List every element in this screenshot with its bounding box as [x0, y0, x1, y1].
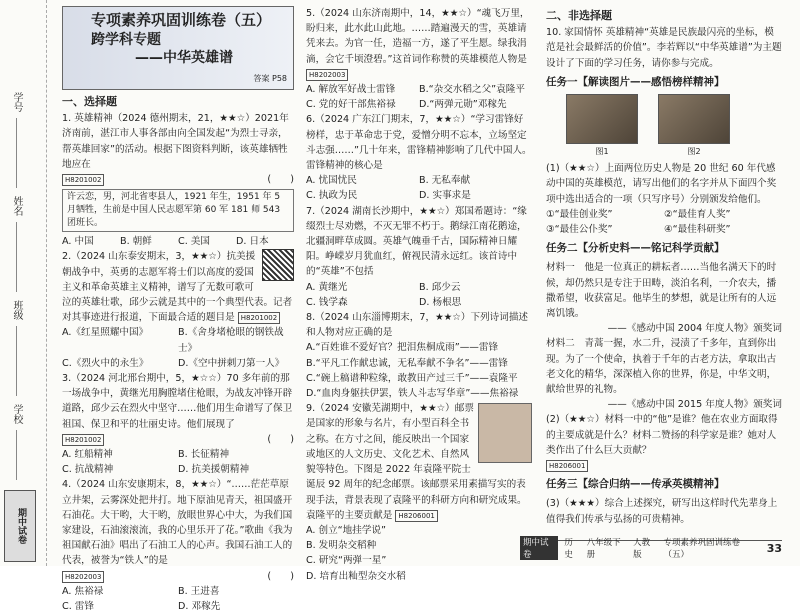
material-2-source: ——《感动中国 2015 年度人物》颁奖词	[607, 399, 782, 411]
answer-blank[interactable]: ( )	[267, 433, 294, 445]
option[interactable]: A. 焦裕禄	[62, 585, 104, 597]
question-2-text: 2.（2024 山东泰安期末，3，★★☆）抗美援朝战争中，英勇的志愿军将士们以高度的爱国主义和革命英雄主义精神，谱写了无数可歌可泣的英雄壮歌，邱少云就是其中的一个典型代表。记者对其事迹进行报道，下面最合适的题目是	[62, 251, 293, 324]
question-3-text: 3.（2024 河北邢台期中，5，★☆☆）70 多年前的那一场战争中，黄继光用胸膛堵住枪眼，为战友冲锋开辟道路，邱少云在烈火中坚守……他们用生命谱写了保卫祖国、保卫和平的壮丽史诗。他们展现了	[62, 373, 293, 430]
name-label: 姓名	[11, 196, 22, 216]
award-option: ①“最佳创业奖”	[546, 208, 613, 220]
question-code: H8206001	[546, 460, 588, 472]
figure-1-photo	[566, 94, 638, 144]
award-option: ②“最佳育人奖”	[664, 208, 731, 220]
option[interactable]: C. 雷锋	[62, 601, 94, 613]
footer-tag: 期中试卷	[520, 536, 558, 560]
option[interactable]: D. 抗美援朝精神	[178, 464, 250, 476]
section-non-choice: 二、非选择题	[546, 9, 612, 22]
question-code: H8201002	[238, 312, 280, 324]
title-main: 专项素养巩固训练卷（五）	[91, 11, 272, 29]
option[interactable]: C.《烈火中的永生》	[62, 357, 149, 369]
question-1	[62, 111, 294, 249]
award-option: ③“最佳公仆奖”	[546, 224, 613, 236]
title-box	[62, 6, 294, 90]
option[interactable]: D. 邓稼先	[178, 601, 221, 613]
part-3-text: (3)（★★★）综合上述探究，研写出这样时代先辈身上值得我们传承与弘扬的可贵精神。	[546, 498, 778, 525]
option[interactable]: A. 中国	[62, 236, 94, 248]
question-3	[62, 371, 294, 477]
material-1: 材料一 他是一位真正的耕耘者……当他名满天下的时候，却仍然只是专注于田畴，淡泊名利，一介农夫，播撒希望，收获富足。他毕生的梦想，就是让所有的人远离饥饿。	[546, 262, 777, 320]
stamp-image	[478, 403, 532, 463]
option[interactable]: C. 美国	[178, 236, 210, 248]
award-option: ④“最佳科研奖”	[664, 224, 731, 236]
material-1-source: ——《感动中国 2004 年度人物》颁奖词	[607, 323, 782, 335]
student-id-label: 学号	[11, 92, 22, 112]
answer-ref: 答案 P58	[253, 74, 287, 83]
task-3-heading: 任务三【综合归纳——传承英模精神】	[546, 478, 725, 491]
question-10-text: 10. 家国情怀 英雄精神“英雄是民族最闪亮的坐标，模范是社会最鲜活的价值”。李若辉以“中华英雄谱”为主题设计了下面的学习任务，请你参与完成。	[546, 27, 782, 69]
option[interactable]: A. 黄继光	[306, 281, 348, 293]
question-7-text: 7.（2024 湖南长沙期中，★★☆）郑国希题诗：“缘缀烈士尽劝燃，不灭无罪不朽于。鹅绿江南花鹅途，北疆洞畔草成圆。英雄气魄垂千古，国际精神日耀阳。峥嵘岁月犹血红，俯视民清永远红。该首诗中的“英雄”不包括	[306, 205, 527, 278]
question-2	[62, 249, 294, 371]
binding-margin	[0, 0, 47, 566]
qr-code-icon	[262, 249, 294, 281]
option[interactable]: C. 钱学森	[306, 296, 348, 308]
option[interactable]: B. 朝鲜	[120, 236, 152, 248]
option[interactable]: B. 邱少云	[419, 281, 461, 293]
option[interactable]: A. 忧国忧民	[306, 175, 357, 187]
column-3	[546, 6, 782, 527]
footer-edition: 人教版	[633, 538, 651, 560]
page-number: 33	[766, 541, 782, 555]
option[interactable]: B. 王进喜	[178, 585, 220, 597]
question-code: H8201002	[62, 434, 104, 446]
question-1-quote: 许云恋，男，河北省枣县人，1921 年生，1951 年 5 月牺牲，生前是中国人民志愿军第 60 军 181 师 543 团班长。	[62, 189, 294, 232]
answer-blank[interactable]: ( )	[267, 570, 294, 582]
question-8-text: 8.（2024 山东淄博期末，7，★★☆）下列诗词描述和人物对应正确的是	[306, 312, 529, 339]
column-1	[62, 6, 294, 614]
question-9	[306, 401, 532, 583]
task-1-heading: 任务一【解读图片——感悟榜样精神】	[546, 75, 725, 88]
option[interactable]: B. 长征精神	[178, 449, 230, 461]
option[interactable]: C. 党的好干部焦裕禄	[306, 99, 396, 111]
option[interactable]: A.“百姓谁不爱好官？把泪焦桐成雨”——雷锋	[306, 342, 499, 354]
part-1-text: (1)（★★☆）上面两位历史人物是 20 世纪 60 年代感动中国的英雄模范，请写出他们的名字并从下面四个奖项中选出适合的一项（只写序号）分别颁发给他们。	[546, 163, 777, 205]
question-4-text: 4.（2024 山东安康期末，8，★★☆）“……茫茫草原立井架，云雾深处把井打。地下原油见青天，祖国盛开石油花。大干哟，大干哟，放眼世界心中大，为我们国家建设，石油滚滚流，我的心里乐开了花。”歌曲《我为祖国献石油》唱出了石油工人的心声。我国石油工人的代表，被誉为“铁人”的是	[62, 479, 293, 567]
option[interactable]: A.《红星照耀中国》	[62, 327, 149, 339]
figure-1-caption: 图1	[595, 147, 609, 157]
figure-2-caption: 图2	[687, 147, 701, 157]
student-id-line	[16, 118, 17, 188]
question-1-text: 1. 英雄精神（2024 德州期末，21，★★☆）2021年济南前，湛江市人事各部由向全国发起“为烈士寻亲，帮英雄回家”的活动。根据下图资料判断，该英雄牺牲地应在	[62, 113, 289, 170]
title-sub: 跨学科专题	[91, 32, 161, 48]
question-code: H8206001	[395, 510, 437, 522]
question-code: H8202003	[306, 69, 348, 81]
question-8	[306, 310, 532, 401]
option[interactable]: D.“两弹元勋”邓稼先	[419, 99, 507, 111]
figure-2-photo	[658, 94, 730, 144]
option[interactable]: A. 解放军好战士雷锋	[306, 84, 396, 96]
option[interactable]: A. 创立“地挂学说”	[306, 524, 386, 536]
section-choice: 一、选择题	[62, 95, 117, 108]
option[interactable]: B.《舍身堵枪眼的钢铁战士》	[178, 327, 284, 354]
answer-blank[interactable]: ( )	[267, 174, 294, 186]
option[interactable]: C. 执政为民	[306, 190, 358, 202]
question-5	[306, 6, 532, 112]
option[interactable]: D. 培育出籼型杂交水稻	[306, 570, 406, 582]
class-label: 班级	[11, 300, 22, 320]
column-2	[306, 6, 532, 584]
option[interactable]: B.“杂交水稻之父”袁隆平	[419, 84, 525, 96]
material-2: 材料二 青蒿一握，水二升，浸渍了千多年，直到你出现。为了一个使命，执着于千年的古老方法，拿取出古老文化的精华，深深植入你的世界，你是，中华文明，献给世界的礼物。	[546, 338, 777, 396]
option[interactable]: D. 实事求是	[419, 190, 471, 202]
option[interactable]: B. 无私奉献	[419, 175, 471, 187]
title-topic: ——中华英雄谱	[135, 50, 233, 66]
school-line	[16, 430, 17, 480]
question-9-text: 9.（2024 安徽芜湖期中，★★☆）邮票是国家的形象与名片，有小型百科全书之称。在方寸之间，能反映出一个国家或地区的人文历史、文化艺术、自然风貌等特色。下图是 2022 年袁隆平院士诞辰 92 周年的纪念邮票。该邮票采用素描写实的表现手法，背景表现了袁隆平的科研方向和研究成果。袁隆平的主要贡献是	[306, 403, 527, 521]
footer-name: 专项素养巩固训练卷（五）	[663, 538, 740, 560]
option[interactable]: D. 日本	[236, 236, 269, 248]
name-line	[16, 222, 17, 292]
question-6-text: 6.（2024 广东江门期末，7，★★☆）“学习雷锋好榜样，忠于革命忠于党，爱憎分明不忘本，立场坚定斗志强……”几十年来，雷锋精神影响了几代中国人。雷锋精神的核心是	[306, 114, 532, 172]
school-label: 学校	[11, 404, 22, 424]
task-2-heading: 任务二【分析史料——铭记科学贡献】	[546, 242, 725, 255]
question-10	[546, 25, 782, 527]
option[interactable]: C. 研究“两弹一星”	[306, 555, 387, 567]
footer-subject: 历史	[564, 538, 573, 560]
question-4	[62, 477, 294, 614]
series-logo: 期中试卷	[4, 490, 36, 562]
option[interactable]: A. 红船精神	[62, 449, 113, 461]
option[interactable]: D.《空中拼刺刀第一人》	[178, 357, 285, 369]
option[interactable]: C.“碗上稿谱种粒缘，敢教田产过三千”——袁隆平	[306, 372, 518, 384]
part-2-text: (2)（★★☆）材料一中的“他”是谁？他在农业方面取得的主要成就是什么？材料二赞扬的科学家是谁？她对人类作出了什么巨大贡献？	[546, 414, 778, 456]
question-6	[306, 112, 532, 203]
question-code: H8201002	[62, 174, 104, 186]
question-7	[306, 204, 532, 310]
page-footer	[520, 538, 782, 560]
option[interactable]: D.“血肉身躯扶伊罢，铁人斗志写华章”——焦裕禄	[306, 388, 519, 400]
option[interactable]: B.“平凡工作献忠诚，无私奉献不争名”——雷锋	[306, 357, 508, 369]
question-5-text: 5.（2024 山东济南期中，14，★★☆）“魂飞万里，盼归来，此水此山此地。……踏遍漫天的雪，英雄请凭来去。为官一任，造福一方，遂了平生愿。绿我涓滴，会它千顷澄碧。”这首词作称赞的英雄模范人物是	[306, 8, 530, 65]
class-line	[16, 326, 17, 396]
option[interactable]: C. 抗战精神	[62, 464, 114, 476]
footer-grade: 八年级下册	[586, 538, 621, 560]
option[interactable]: D. 杨根思	[419, 296, 462, 308]
question-code: H8202003	[62, 571, 104, 583]
option[interactable]: B. 发明杂交稻种	[306, 540, 377, 552]
